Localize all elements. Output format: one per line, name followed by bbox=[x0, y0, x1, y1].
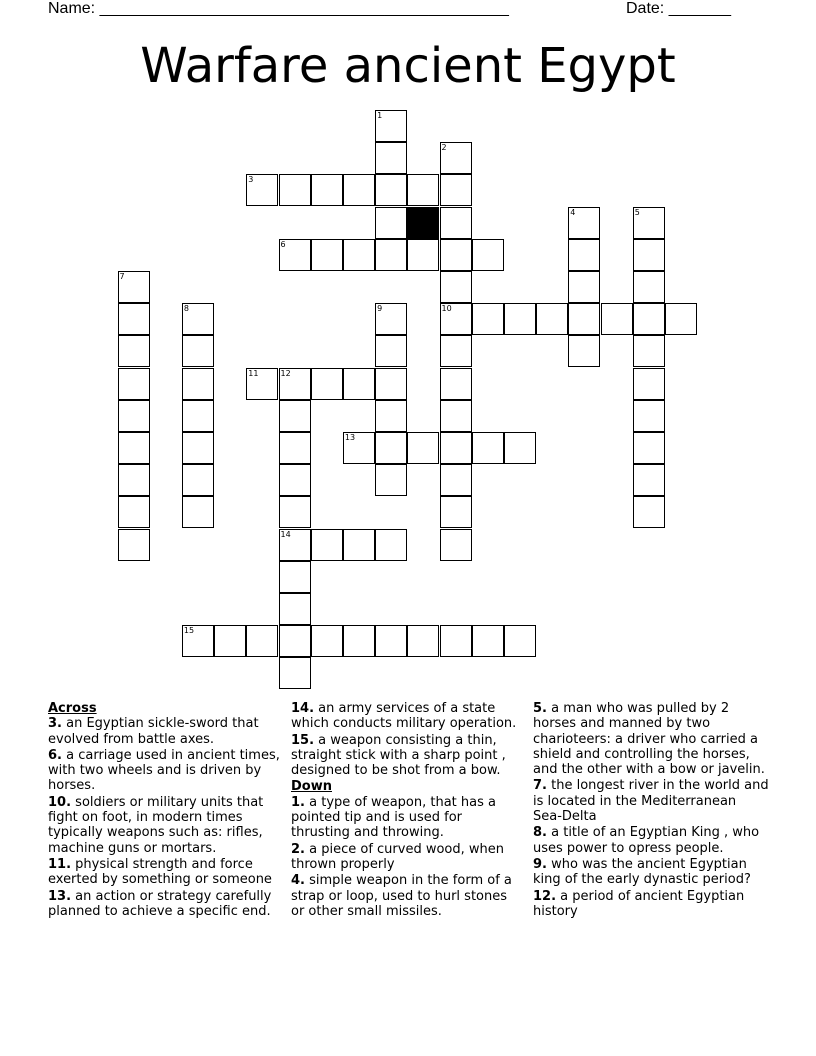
grid-cell[interactable] bbox=[279, 593, 311, 625]
grid-cell[interactable] bbox=[279, 625, 311, 657]
grid-cell[interactable] bbox=[440, 529, 472, 561]
clue-number: 15. bbox=[291, 732, 315, 748]
grid-cell[interactable] bbox=[279, 464, 311, 496]
grid-cell[interactable] bbox=[407, 174, 439, 206]
clue-number: 6. bbox=[48, 747, 62, 763]
grid-cell[interactable] bbox=[279, 529, 311, 561]
grid-cell[interactable] bbox=[440, 207, 472, 239]
grid-cell[interactable] bbox=[182, 368, 214, 400]
grid-cell[interactable] bbox=[343, 529, 375, 561]
grid-cell[interactable] bbox=[375, 142, 407, 174]
clue-across-13 bbox=[48, 889, 284, 920]
clue-number: 10. bbox=[48, 794, 72, 810]
clue-number: 14. bbox=[291, 701, 315, 716]
clue-down-1 bbox=[291, 795, 523, 841]
grid-cell[interactable] bbox=[633, 335, 665, 367]
clue-text: a piece of curved wood, when thrown properly bbox=[291, 841, 504, 872]
grid-cell[interactable] bbox=[311, 239, 343, 271]
cell-number: 12 bbox=[280, 368, 291, 378]
grid-cell[interactable] bbox=[118, 271, 150, 303]
grid-cell[interactable] bbox=[118, 368, 150, 400]
name-field-label: Name: ______________________________________________ bbox=[48, 0, 509, 17]
grid-cell[interactable] bbox=[440, 239, 472, 271]
grid-cell[interactable] bbox=[375, 303, 407, 335]
grid-cell[interactable] bbox=[279, 239, 311, 271]
cell-number: 4 bbox=[570, 207, 576, 217]
clue-across-10 bbox=[48, 795, 284, 856]
clue-across-14 bbox=[291, 701, 523, 732]
grid-cell[interactable] bbox=[343, 625, 375, 657]
grid-cell[interactable] bbox=[311, 368, 343, 400]
cell-number: 6 bbox=[280, 239, 286, 249]
grid-cell[interactable] bbox=[633, 271, 665, 303]
clue-number: 2. bbox=[291, 841, 305, 857]
grid-cell[interactable] bbox=[118, 529, 150, 561]
clues-column-3 bbox=[533, 701, 769, 920]
grid-cell[interactable] bbox=[375, 464, 407, 496]
grid-cell[interactable] bbox=[633, 464, 665, 496]
grid-cell[interactable] bbox=[118, 432, 150, 464]
clue-text: simple weapon in the form of a strap or loop, used to hurl stones or other small missiles. bbox=[291, 873, 512, 919]
grid-cell[interactable] bbox=[633, 368, 665, 400]
cell-number: 2 bbox=[441, 143, 447, 153]
grid-cell[interactable] bbox=[440, 625, 472, 657]
date-field-label: Date: _______ bbox=[626, 0, 731, 17]
clue-text: a period of ancient Egyptian history bbox=[533, 888, 745, 919]
grid-cell[interactable] bbox=[182, 303, 214, 335]
grid-cell[interactable] bbox=[440, 142, 472, 174]
clue-number: 4. bbox=[291, 873, 305, 889]
clue-across-15 bbox=[291, 733, 523, 779]
grid-cell[interactable] bbox=[375, 400, 407, 432]
clues-column-2 bbox=[291, 701, 523, 920]
grid-cell[interactable] bbox=[375, 368, 407, 400]
clue-down-12 bbox=[533, 889, 769, 920]
clue-text: the longest river in the world and is located in the Mediterranean Sea-Delta bbox=[533, 778, 769, 825]
grid-cell[interactable] bbox=[440, 368, 472, 400]
grid-cell[interactable] bbox=[182, 496, 214, 528]
grid-cell[interactable] bbox=[472, 303, 504, 335]
grid-cell[interactable] bbox=[472, 239, 504, 271]
cell-number: 1 bbox=[377, 111, 383, 120]
clue-text: who was the ancient Egyptian king of the early dynastic period? bbox=[533, 856, 751, 888]
clue-down-4 bbox=[291, 873, 523, 919]
clue-text: a carriage used in ancient times, with two wheels and is driven by horses. bbox=[48, 747, 280, 794]
grid-cell[interactable] bbox=[472, 432, 504, 464]
cell-number: 8 bbox=[183, 304, 189, 314]
grid-cell[interactable] bbox=[182, 335, 214, 367]
grid-cell[interactable] bbox=[407, 432, 439, 464]
grid-cell[interactable] bbox=[279, 368, 311, 400]
grid-block-cell bbox=[407, 207, 439, 239]
grid-cell[interactable] bbox=[472, 625, 504, 657]
grid-cell[interactable] bbox=[568, 335, 600, 367]
grid-cell[interactable] bbox=[504, 432, 536, 464]
grid-cell[interactable] bbox=[504, 303, 536, 335]
clue-text: a type of weapon, that has a pointed tip and is used for thrusting and throwing. bbox=[291, 794, 496, 841]
grid-cell[interactable] bbox=[440, 432, 472, 464]
cell-number: 13 bbox=[344, 433, 356, 442]
grid-cell[interactable] bbox=[440, 303, 472, 335]
grid-cell[interactable] bbox=[279, 657, 311, 689]
grid-cell[interactable] bbox=[633, 239, 665, 271]
grid-cell[interactable] bbox=[440, 496, 472, 528]
grid-cell[interactable] bbox=[279, 561, 311, 593]
cell-number: 10 bbox=[441, 304, 452, 314]
grid-cell[interactable] bbox=[665, 303, 697, 335]
clue-number: 5. bbox=[533, 701, 547, 716]
clue-text: an army services of a state which conducts military operation. bbox=[291, 701, 517, 732]
grid-cell[interactable] bbox=[343, 174, 375, 206]
grid-cell[interactable] bbox=[182, 400, 214, 432]
grid-cell[interactable] bbox=[440, 400, 472, 432]
clue-number: 1. bbox=[291, 794, 305, 810]
cell-number: 9 bbox=[377, 304, 383, 314]
grid-cell[interactable] bbox=[118, 400, 150, 432]
grid-cell[interactable] bbox=[375, 432, 407, 464]
grid-cell[interactable] bbox=[375, 174, 407, 206]
clue-text: a weapon consisting a thin, straight stick with a sharp point , designed to be shot from a bow. bbox=[291, 732, 506, 779]
cell-number: 7 bbox=[119, 272, 125, 281]
grid-cell[interactable] bbox=[440, 335, 472, 367]
clue-number: 9. bbox=[533, 856, 547, 872]
grid-cell[interactable] bbox=[246, 368, 278, 400]
grid-cell[interactable] bbox=[343, 239, 375, 271]
clue-across-3 bbox=[48, 716, 284, 747]
clue-text: an Egyptian sickle-sword that evolved from battle axes. bbox=[48, 716, 259, 747]
grid-cell[interactable] bbox=[375, 110, 407, 142]
grid-cell[interactable] bbox=[279, 174, 311, 206]
grid-cell[interactable] bbox=[279, 432, 311, 464]
grid-cell[interactable] bbox=[118, 303, 150, 335]
cell-number: 14 bbox=[280, 529, 291, 539]
clue-number: 7. bbox=[533, 778, 547, 794]
grid-cell[interactable] bbox=[375, 335, 407, 367]
clue-number: 8. bbox=[533, 825, 547, 841]
grid-cell[interactable] bbox=[633, 400, 665, 432]
grid-cell[interactable] bbox=[182, 432, 214, 464]
cell-number: 11 bbox=[248, 368, 259, 378]
grid-cell[interactable] bbox=[182, 625, 214, 657]
grid-cell[interactable] bbox=[279, 496, 311, 528]
clue-number: 11. bbox=[48, 856, 72, 872]
clues-column-1 bbox=[48, 701, 284, 920]
grid-cell[interactable] bbox=[246, 174, 278, 206]
grid-cell[interactable] bbox=[343, 432, 375, 464]
clue-down-7 bbox=[533, 778, 769, 824]
grid-cell[interactable] bbox=[214, 625, 246, 657]
grid-cell[interactable] bbox=[633, 207, 665, 239]
grid-cell[interactable] bbox=[118, 464, 150, 496]
grid-cell[interactable] bbox=[311, 529, 343, 561]
grid-cell[interactable] bbox=[182, 464, 214, 496]
grid-cell[interactable] bbox=[118, 335, 150, 367]
clue-down-9 bbox=[533, 857, 769, 888]
grid-cell[interactable] bbox=[504, 625, 536, 657]
cell-number: 15 bbox=[183, 626, 195, 636]
grid-cell[interactable] bbox=[343, 368, 375, 400]
clue-number: 13. bbox=[48, 888, 72, 904]
clue-text: soldiers or military units that fight on foot, in modern times typically weapons such as: rifles, machine guns or mortars. bbox=[48, 794, 264, 856]
grid-cell[interactable] bbox=[311, 625, 343, 657]
across-heading: Across bbox=[48, 701, 97, 716]
grid-cell[interactable] bbox=[375, 239, 407, 271]
grid-cell[interactable] bbox=[246, 625, 278, 657]
grid-cell[interactable] bbox=[601, 303, 633, 335]
grid-cell[interactable] bbox=[633, 496, 665, 528]
cell-number: 3 bbox=[248, 175, 254, 185]
clue-number: 12. bbox=[533, 888, 557, 904]
grid-cell[interactable] bbox=[568, 207, 600, 239]
grid-cell[interactable] bbox=[536, 303, 568, 335]
clue-across-6 bbox=[48, 748, 284, 794]
grid-cell[interactable] bbox=[633, 432, 665, 464]
down-heading: Down bbox=[291, 779, 332, 795]
grid-cell[interactable] bbox=[279, 400, 311, 432]
grid-cell[interactable] bbox=[568, 271, 600, 303]
grid-cell[interactable] bbox=[440, 464, 472, 496]
puzzle-title: Warfare ancient Egypt bbox=[140, 38, 676, 94]
grid-cell[interactable] bbox=[375, 625, 407, 657]
grid-cell[interactable] bbox=[375, 529, 407, 561]
grid-cell[interactable] bbox=[633, 303, 665, 335]
clue-text: physical strength and force exerted by something or someone bbox=[48, 856, 272, 888]
grid-cell[interactable] bbox=[407, 625, 439, 657]
grid-cell[interactable] bbox=[440, 174, 472, 206]
grid-cell[interactable] bbox=[568, 303, 600, 335]
grid-cell[interactable] bbox=[311, 174, 343, 206]
clue-across-11 bbox=[48, 857, 284, 888]
grid-cell[interactable] bbox=[118, 496, 150, 528]
clue-down-8 bbox=[533, 825, 769, 856]
clue-text: a man who was pulled by 2 horses and manned by two charioteers: a driver who carried a shield and controlling the horses, and the other with a bow or javelin. bbox=[533, 701, 765, 778]
grid-cell[interactable] bbox=[568, 239, 600, 271]
grid-cell[interactable] bbox=[440, 271, 472, 303]
clue-number: 3. bbox=[48, 716, 62, 732]
clue-down-5 bbox=[533, 701, 769, 777]
grid-cell[interactable] bbox=[407, 239, 439, 271]
clue-text: a title of an Egyptian King , who uses power to opress people. bbox=[533, 825, 760, 856]
clue-down-2 bbox=[291, 842, 523, 873]
clue-text: an action or strategy carefully planned to achieve a specific end. bbox=[48, 888, 272, 919]
cell-number: 5 bbox=[634, 207, 640, 217]
grid-cell[interactable] bbox=[375, 207, 407, 239]
